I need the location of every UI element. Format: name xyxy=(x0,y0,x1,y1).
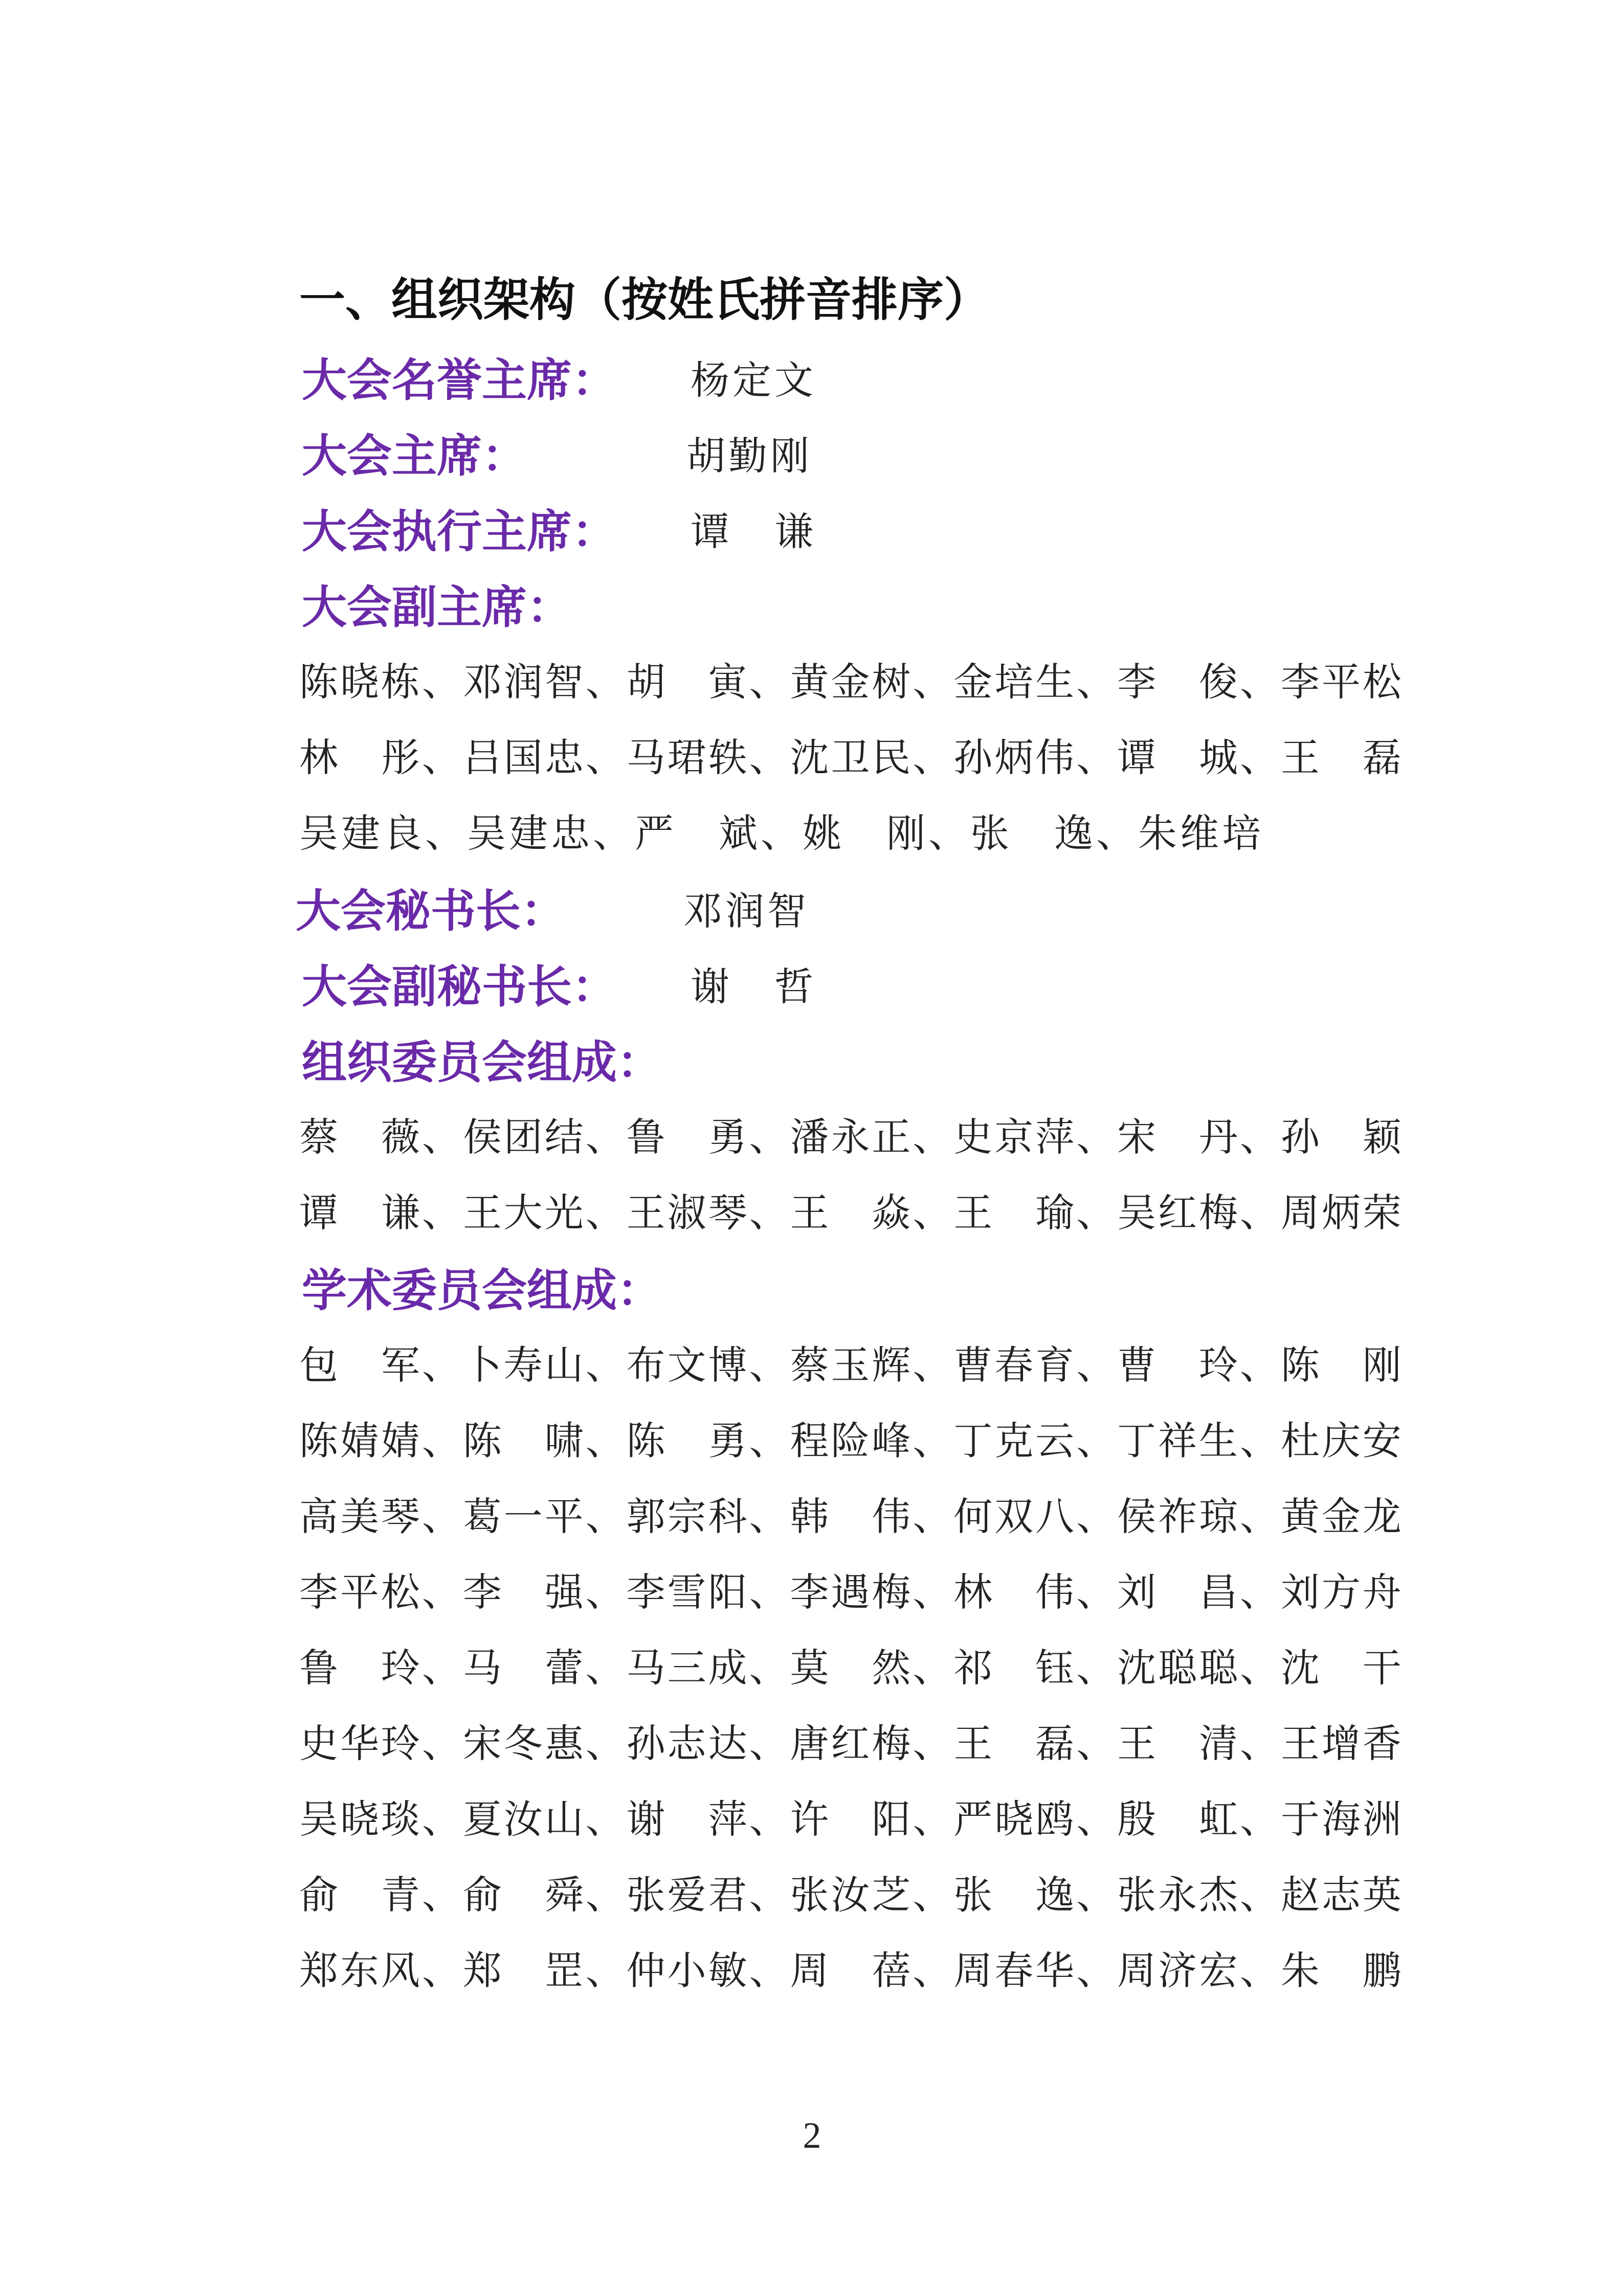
academic-committee-line: 郑 东 风 、 郑 罡 、 仲 小 敏 、 周 蓓 、 周 春 华 、 周 济 宏 、 朱 鹏 xyxy=(299,1948,1401,1993)
academic-committee-line: 包 军 、 卜 寿 山 、 布 文 博 、 蔡 玉 辉 、 曹 春 育 、 曹 玲 、 陈 刚 xyxy=(299,1342,1401,1388)
chair-label: 大会主席： xyxy=(302,430,527,482)
honorary-chair-label: 大会名誉主席： xyxy=(302,354,617,407)
academic-committee-line: 李 平 松 、 李 强 、 李 雪 阳 、 李 遇 梅 、 林 伟 、 刘 昌 、 刘 方 舟 xyxy=(299,1569,1401,1615)
academic-committee-line: 高 美 琴 、 葛 一 平 、 郭 宗 科 、 韩 伟 、 何 双 八 、 侯 祚 琼 、 黄 金 龙 xyxy=(299,1494,1401,1539)
chair-value: 胡勤刚 xyxy=(686,433,812,479)
academic-committee-line: 吴 晓 琰 、 夏 汝 山 、 谢 萍 、 许 阳 、 严 晓 鸥 、 殷 虹 、 于 海 洲 xyxy=(299,1796,1401,1842)
vice-chairs-line: 陈 晓 栋 、 邓 润 智 、 胡 寅 、 黄 金 树 、 金 培 生 、 李 俊 、 李 平 松 xyxy=(299,659,1401,705)
organizing-committee-line: 蔡 薇 、 侯 团 结 、 鲁 勇 、 潘 永 正 、 史 京 萍 、 宋 丹 、 孙 颖 xyxy=(299,1114,1401,1160)
vice-chairs-line: 吴建良、吴建忠、严 斌、姚 刚、张 逸、朱维培 xyxy=(299,811,1264,856)
organizing-committee-line: 谭 谦 、 王 大 光 、 王 淑 琴 、 王 焱 、 王 瑜 、 吴 红 梅 、 周 炳 荣 xyxy=(299,1190,1401,1235)
page-number: 2 xyxy=(803,2115,821,2156)
vice-chairs-line: 林 彤 、 吕 国 忠 、 马 珺 轶 、 沈 卫 民 、 孙 炳 伟 、 谭 城 、 王 磊 xyxy=(299,735,1401,780)
honorary-chair-value: 杨定文 xyxy=(691,357,816,403)
executive-chair-label: 大会执行主席： xyxy=(302,505,617,558)
academic-committee-line: 史 华 玲 、 宋 冬 惠 、 孙 志 达 、 唐 红 梅 、 王 磊 、 王 清 、 王 增 香 xyxy=(299,1721,1401,1766)
academic-committee-line: 俞 青 、 俞 舜 、 张 爱 君 、 张 汝 芝 、 张 逸 、 张 永 杰 、 赵 志 英 xyxy=(299,1872,1401,1918)
academic-committee-label: 学术委员会组成： xyxy=(302,1264,662,1317)
deputy-secretary-general-value: 谢 哲 xyxy=(691,964,816,1009)
organizing-committee-label: 组织委员会组成： xyxy=(302,1036,662,1089)
academic-committee-line: 鲁 玲 、 马 蕾 、 马 三 成 、 莫 然 、 祁 钰 、 沈 聪 聪 、 沈 干 xyxy=(299,1645,1401,1691)
secretary-general-value: 邓润智 xyxy=(683,888,809,934)
section-heading: 一、组织架构（按姓氏拼音排序） xyxy=(299,273,990,327)
academic-committee-line: 陈 婧 婧 、 陈 啸 、 陈 勇 、 程 险 峰 、 丁 克 云 、 丁 祥 生 、 杜 庆 安 xyxy=(299,1418,1401,1464)
secretary-general-label: 大会秘书长： xyxy=(296,885,566,937)
vice-chairs-label: 大会副主席： xyxy=(302,581,572,634)
deputy-secretary-general-label: 大会副秘书长： xyxy=(302,960,617,1013)
executive-chair-value: 谭 谦 xyxy=(691,509,816,554)
